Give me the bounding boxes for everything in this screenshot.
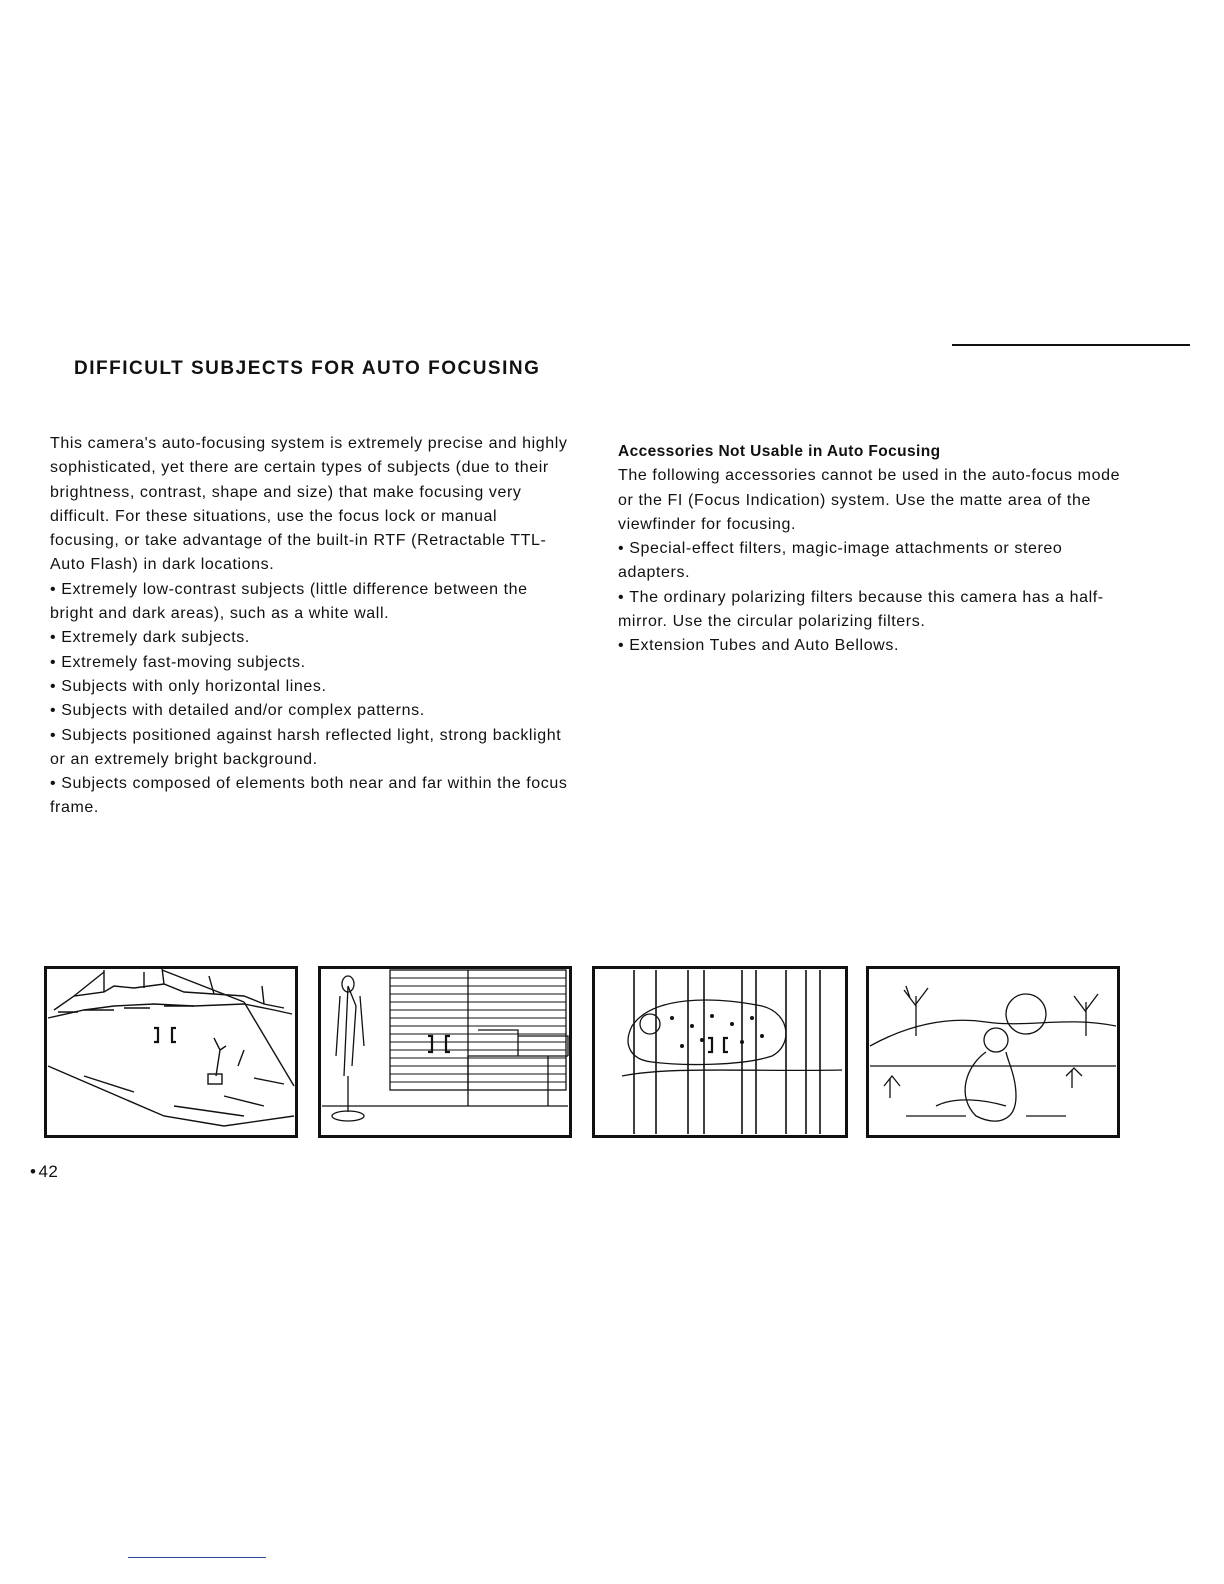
page-number: • 42 bbox=[30, 1162, 58, 1182]
bullet-item: • Extremely low-contrast subjects (little difference between the bright and dark areas), such as a white wall. bbox=[50, 578, 570, 627]
bullet-item: • The ordinary polarizing filters because this camera has a half-mirror. Use the circular polarizing filters. bbox=[618, 586, 1133, 635]
intro-paragraph: This camera's auto-focusing system is extremely precise and highly sophisticated, yet there are certain types of subjects (due to their brightness, contrast, shape and size) that make focusing very difficult. For these situations, use the focus lock or manual focusing, or take advantage of the built-in RTF (Retractable TTL-Auto Flash) in dark locations. bbox=[50, 435, 568, 574]
page-title: DIFFICULT SUBJECTS FOR AUTO FOCUSING bbox=[74, 358, 541, 379]
child-field-illustration bbox=[866, 966, 1120, 1138]
left-column bbox=[50, 432, 570, 821]
bullet-item: • Extremely dark subjects. bbox=[50, 626, 570, 650]
bullet-item: • Subjects positioned against harsh reflected light, strong backlight or an extremely bright background. bbox=[50, 724, 570, 773]
leopard-bars-illustration bbox=[592, 966, 848, 1138]
blinds-illustration bbox=[318, 966, 572, 1138]
bullet-item: • Extension Tubes and Auto Bellows. bbox=[618, 634, 1133, 658]
right-column bbox=[618, 440, 1133, 659]
bullet-item: • Extremely fast-moving subjects. bbox=[50, 651, 570, 675]
ship-illustration bbox=[44, 966, 298, 1138]
bottom-rule bbox=[128, 1557, 266, 1558]
bullet-item: • Subjects with detailed and/or complex patterns. bbox=[50, 699, 570, 723]
bullet-item: • Subjects with only horizontal lines. bbox=[50, 675, 570, 699]
bullet-item: • Special-effect filters, magic-image attachments or stereo adapters. bbox=[618, 537, 1133, 586]
bullet-item: • Subjects composed of elements both near and far within the focus frame. bbox=[50, 772, 570, 821]
top-rule bbox=[952, 344, 1190, 346]
accessories-heading: Accessories Not Usable in Auto Focusing bbox=[618, 443, 941, 460]
accessories-intro: The following accessories cannot be used in the auto-focus mode or the FI (Focus Indication) system. Use the matte area of the viewfinder for focusing. bbox=[618, 467, 1121, 533]
